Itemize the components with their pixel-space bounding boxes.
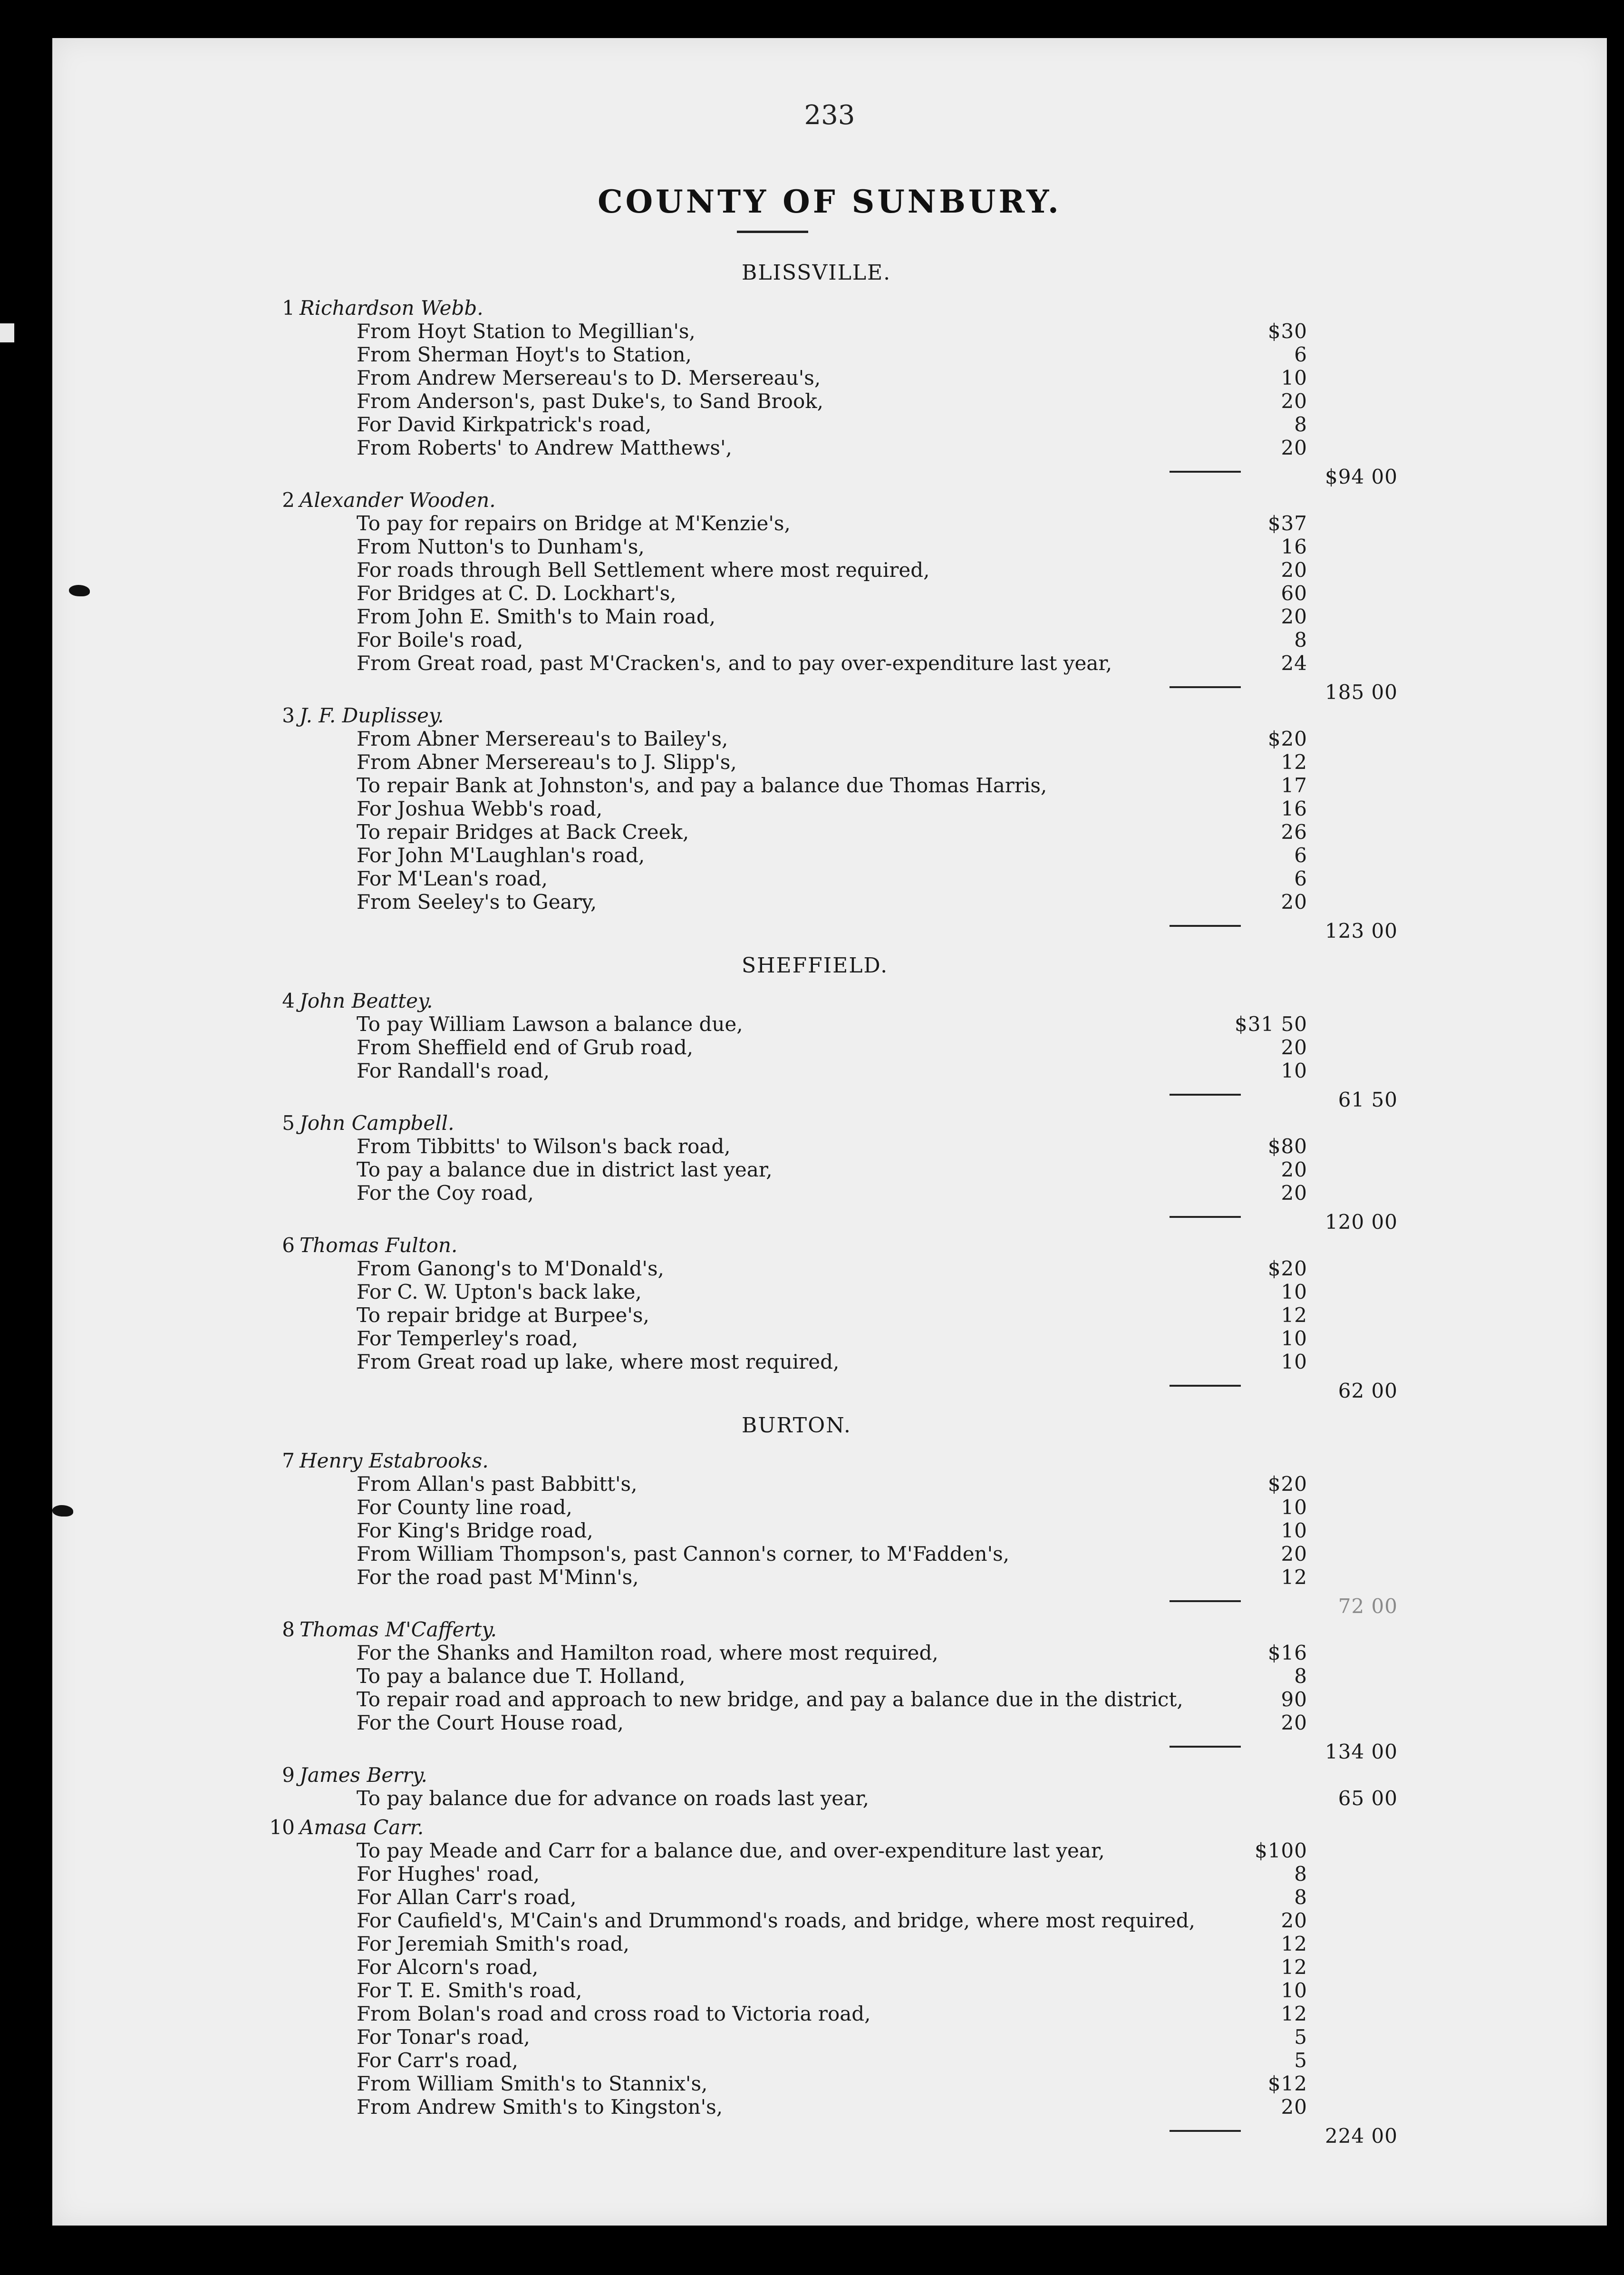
item-description: For C. W. Upton's back lake, [357, 1280, 642, 1303]
road-entry [238, 1618, 1398, 1763]
commissioner-name: Thomas Fulton. [300, 1234, 458, 1257]
line-item [238, 582, 1398, 605]
commissioner-name: John Beattey. [300, 989, 433, 1012]
line-item [238, 2025, 1398, 2049]
item-description: From Bolan's road and cross road to Victoria road, [357, 2002, 871, 2025]
page-number: 233 [804, 100, 855, 131]
line-item [238, 1327, 1398, 1350]
commissioner-name: J. F. Duplissey. [300, 704, 444, 727]
line-item [238, 1955, 1398, 1979]
item-description: To pay a balance due in district last year, [357, 1158, 773, 1181]
line-item [238, 651, 1398, 675]
entry-head [238, 704, 1398, 727]
entry-number: 2 [282, 488, 295, 512]
total-row [238, 914, 1398, 943]
item-amount: 17 [1281, 774, 1307, 797]
total-rule [1170, 1094, 1241, 1096]
total-rule [1170, 2130, 1241, 2132]
entry-head [238, 1816, 1398, 1839]
item-amount: 8 [1294, 1886, 1307, 1909]
entry-head [238, 1618, 1398, 1641]
entry-number: 4 [282, 989, 295, 1012]
item-amount: 16 [1281, 797, 1307, 820]
total-row [238, 675, 1398, 704]
item-amount: 10 [1281, 1979, 1307, 2002]
item-amount: $80 [1267, 1135, 1307, 1158]
line-item [238, 1787, 1398, 1810]
ink-blot [69, 585, 90, 596]
entry-number: 8 [282, 1618, 295, 1641]
item-amount: 10 [1281, 1519, 1307, 1542]
entry-total: 123 00 [1325, 919, 1398, 943]
entry-number: 6 [282, 1234, 295, 1257]
item-amount: 10 [1281, 1280, 1307, 1303]
road-entry [238, 704, 1398, 943]
line-item [238, 844, 1398, 867]
item-description: For Randall's road, [357, 1059, 550, 1082]
item-amount: 8 [1294, 1664, 1307, 1688]
line-item [238, 1641, 1398, 1664]
item-description: From Sherman Hoyt's to Station, [357, 343, 692, 366]
commissioner-name: Thomas M'Cafferty. [300, 1618, 497, 1641]
item-amount: 10 [1281, 1327, 1307, 1350]
entry-total: 62 00 [1338, 1379, 1398, 1402]
item-description: To pay balance due for advance on roads last year, [357, 1787, 870, 1810]
entry-head [238, 1449, 1398, 1472]
item-amount: 20 [1281, 558, 1307, 582]
item-description: From Allan's past Babbitt's, [357, 1472, 638, 1496]
total-rule [1170, 471, 1241, 473]
line-item [238, 366, 1398, 389]
total-row [238, 459, 1398, 488]
item-amount: 20 [1281, 1181, 1307, 1205]
item-description: From Andrew Mersereau's to D. Mersereau's, [357, 366, 821, 389]
item-description: From William Smith's to Stannix's, [357, 2072, 708, 2095]
item-description: For David Kirkpatrick's road, [357, 413, 652, 436]
entry-head [238, 989, 1398, 1012]
item-description: From Great road, past M'Cracken's, and to pay over-expenditure last year, [357, 651, 1112, 675]
line-item [238, 1257, 1398, 1280]
entry-total: 65 00 [1338, 1787, 1398, 1810]
line-item [238, 1012, 1398, 1036]
item-description: For roads through Bell Settlement where most required, [357, 558, 930, 582]
line-item [238, 1711, 1398, 1734]
item-description: For M'Lean's road, [357, 867, 548, 890]
road-entry [238, 1111, 1398, 1234]
line-item [238, 1350, 1398, 1373]
item-description: For Joshua Webb's road, [357, 797, 603, 820]
item-description: To pay Meade and Carr for a balance due, and over-expenditure last year, [357, 1839, 1105, 1862]
item-amount: 12 [1281, 1932, 1307, 1955]
item-amount: 8 [1294, 1862, 1307, 1886]
item-amount: 24 [1281, 651, 1307, 675]
item-amount: 10 [1281, 1059, 1307, 1082]
entry-number: 1 [282, 296, 295, 320]
entry-number: 10 [269, 1816, 295, 1839]
line-item [238, 605, 1398, 628]
line-item [238, 413, 1398, 436]
line-item [238, 535, 1398, 558]
entry-total: 72 00 [1338, 1594, 1398, 1618]
item-description: For John M'Laughlan's road, [357, 844, 645, 867]
item-description: For County line road, [357, 1496, 572, 1519]
item-description: For the Court House road, [357, 1711, 624, 1734]
item-description: From Anderson's, past Duke's, to Sand Brook, [357, 389, 824, 413]
item-description: For Caufield's, M'Cain's and Drummond's roads, and bridge, where most required, [357, 1909, 1195, 1932]
line-item [238, 1280, 1398, 1303]
line-item [238, 1886, 1398, 1909]
line-item [238, 1519, 1398, 1542]
commissioner-name: Richardson Webb. [300, 296, 483, 320]
entry-number: 7 [282, 1449, 295, 1472]
item-description: From Nutton's to Dunham's, [357, 535, 645, 558]
total-rule [1170, 925, 1241, 927]
item-amount: 20 [1281, 1542, 1307, 1565]
title-rule [737, 231, 808, 233]
commissioner-name: John Campbell. [300, 1111, 454, 1135]
entry-head [238, 1111, 1398, 1135]
line-item [238, 1862, 1398, 1886]
total-row [238, 1205, 1398, 1234]
line-item [238, 890, 1398, 914]
line-item [238, 727, 1398, 750]
item-amount: 20 [1281, 389, 1307, 413]
item-amount: 5 [1294, 2049, 1307, 2072]
entry-number: 5 [282, 1111, 295, 1135]
item-description: From Abner Mersereau's to J. Slipp's, [357, 750, 737, 774]
item-amount: 6 [1294, 844, 1307, 867]
entry-head [238, 1234, 1398, 1257]
entry-total: 120 00 [1325, 1210, 1398, 1234]
item-amount: $20 [1267, 1472, 1307, 1496]
document-page [52, 38, 1607, 2226]
line-item [238, 1565, 1398, 1589]
item-amount: 12 [1281, 2002, 1307, 2025]
item-description: For Temperley's road, [357, 1327, 578, 1350]
road-entry [238, 1763, 1398, 1810]
total-row [238, 2119, 1398, 2148]
entry-head [238, 1763, 1398, 1787]
item-amount: 16 [1281, 535, 1307, 558]
item-description: From Abner Mersereau's to Bailey's, [357, 727, 728, 750]
item-description: From Tibbitts' to Wilson's back road, [357, 1135, 731, 1158]
line-item [238, 867, 1398, 890]
item-description: For the Coy road, [357, 1181, 534, 1205]
ink-blot [52, 1505, 73, 1517]
line-item [238, 512, 1398, 535]
road-entry [238, 1449, 1398, 1618]
district-heading: BLISSVILLE. [742, 261, 891, 285]
item-amount: 20 [1281, 1909, 1307, 1932]
item-amount: 20 [1281, 2095, 1307, 2119]
item-amount: 8 [1294, 413, 1307, 436]
item-amount: 20 [1281, 605, 1307, 628]
line-item [238, 320, 1398, 343]
item-amount: $100 [1255, 1839, 1307, 1862]
item-amount: 90 [1281, 1688, 1307, 1711]
item-amount: 20 [1281, 1711, 1307, 1734]
line-item [238, 2095, 1398, 2119]
item-amount: $30 [1267, 320, 1307, 343]
line-item [238, 1542, 1398, 1565]
item-description: To repair Bank at Johnston's, and pay a balance due Thomas Harris, [357, 774, 1047, 797]
item-amount: 6 [1294, 343, 1307, 366]
road-entry [238, 296, 1398, 488]
item-description: From Roberts' to Andrew Matthews', [357, 436, 732, 459]
item-amount: $31 50 [1235, 1012, 1307, 1036]
item-description: For Tonar's road, [357, 2025, 530, 2049]
entry-total: $94 00 [1325, 465, 1398, 488]
item-description: For Jeremiah Smith's road, [357, 1932, 629, 1955]
item-description: To repair Bridges at Back Creek, [357, 820, 689, 844]
line-item [238, 1181, 1398, 1205]
total-row [238, 1082, 1398, 1111]
item-amount: 12 [1281, 1955, 1307, 1979]
item-amount: $20 [1267, 1257, 1307, 1280]
entry-head [238, 488, 1398, 512]
appropriations-list [238, 250, 1398, 2148]
item-amount: $16 [1267, 1641, 1307, 1664]
item-description: From John E. Smith's to Main road, [357, 605, 716, 628]
item-amount: 10 [1281, 1496, 1307, 1519]
line-item [238, 628, 1398, 651]
item-amount: 20 [1281, 1158, 1307, 1181]
line-item [238, 1036, 1398, 1059]
item-amount: $20 [1267, 727, 1307, 750]
total-rule [1170, 686, 1241, 688]
item-description: For Alcorn's road, [357, 1955, 539, 1979]
total-row [238, 1589, 1398, 1618]
entry-total: 224 00 [1325, 2124, 1398, 2148]
total-rule [1170, 1600, 1241, 1602]
item-amount: 26 [1281, 820, 1307, 844]
item-description: From Ganong's to M'Donald's, [357, 1257, 664, 1280]
line-item [238, 343, 1398, 366]
item-description: From Seeley's to Geary, [357, 890, 597, 914]
line-item [238, 1303, 1398, 1327]
entry-total: 61 50 [1338, 1088, 1398, 1111]
item-description: From Andrew Smith's to Kingston's, [357, 2095, 723, 2119]
road-entry [238, 1816, 1398, 2148]
line-item [238, 1664, 1398, 1688]
item-description: From Hoyt Station to Megillian's, [357, 320, 696, 343]
item-description: For the Shanks and Hamilton road, where most required, [357, 1641, 938, 1664]
item-amount: 60 [1281, 582, 1307, 605]
scan-border-tab [0, 323, 14, 342]
item-amount: 12 [1281, 1565, 1307, 1589]
item-description: For King's Bridge road, [357, 1519, 593, 1542]
item-description: For Bridges at C. D. Lockhart's, [357, 582, 677, 605]
commissioner-name: Henry Estabrooks. [300, 1449, 489, 1472]
item-description: To pay a balance due T. Holland, [357, 1664, 686, 1688]
district-heading: BURTON. [742, 1413, 851, 1438]
line-item [238, 1059, 1398, 1082]
total-rule [1170, 1216, 1241, 1218]
line-item [238, 774, 1398, 797]
total-row [238, 1734, 1398, 1763]
line-item [238, 1688, 1398, 1711]
item-description: For the road past M'Minn's, [357, 1565, 639, 1589]
commissioner-name: James Berry. [300, 1763, 427, 1787]
item-description: For T. E. Smith's road, [357, 1979, 582, 2002]
commissioner-name: Amasa Carr. [300, 1816, 424, 1839]
item-amount: $37 [1267, 512, 1307, 535]
item-amount: 20 [1281, 436, 1307, 459]
line-item [238, 1135, 1398, 1158]
line-item [238, 750, 1398, 774]
item-amount: 10 [1281, 366, 1307, 389]
line-item [238, 2049, 1398, 2072]
item-description: To repair bridge at Burpee's, [357, 1303, 649, 1327]
item-amount: 20 [1281, 890, 1307, 914]
item-description: From Sheffield end of Grub road, [357, 1036, 694, 1059]
line-item [238, 1158, 1398, 1181]
entry-head [238, 296, 1398, 320]
line-item [238, 1839, 1398, 1862]
line-item [238, 820, 1398, 844]
line-item [238, 1909, 1398, 1932]
item-amount: 12 [1281, 750, 1307, 774]
line-item [238, 436, 1398, 459]
road-entry [238, 1234, 1398, 1402]
line-item [238, 1932, 1398, 1955]
item-amount: 12 [1281, 1303, 1307, 1327]
entry-total: 185 00 [1325, 681, 1398, 704]
commissioner-name: Alexander Wooden. [300, 488, 496, 512]
line-item [238, 1472, 1398, 1496]
item-description: From William Thompson's, past Cannon's corner, to M'Fadden's, [357, 1542, 1010, 1565]
road-entry [238, 989, 1398, 1111]
line-item [238, 389, 1398, 413]
item-description: For Hughes' road, [357, 1862, 540, 1886]
line-item [238, 2072, 1398, 2095]
item-description: For Allan Carr's road, [357, 1886, 577, 1909]
item-description: From Great road up lake, where most required, [357, 1350, 840, 1373]
entry-total: 134 00 [1325, 1740, 1398, 1763]
item-amount: 8 [1294, 628, 1307, 651]
entry-number: 3 [282, 704, 295, 727]
total-rule [1170, 1385, 1241, 1387]
district-heading: SHEFFIELD. [742, 953, 889, 978]
entry-number: 9 [282, 1763, 295, 1787]
line-item [238, 1496, 1398, 1519]
item-description: To repair road and approach to new bridge, and pay a balance due in the district, [357, 1688, 1183, 1711]
road-entry [238, 488, 1398, 704]
item-description: To pay for repairs on Bridge at M'Kenzie's, [357, 512, 791, 535]
item-description: For Carr's road, [357, 2049, 518, 2072]
item-amount: 5 [1294, 2025, 1307, 2049]
item-amount: 6 [1294, 867, 1307, 890]
item-description: To pay William Lawson a balance due, [357, 1012, 743, 1036]
line-item [238, 1979, 1398, 2002]
line-item [238, 797, 1398, 820]
item-amount: $12 [1267, 2072, 1307, 2095]
item-amount: 20 [1281, 1036, 1307, 1059]
line-item [238, 2002, 1398, 2025]
item-description: For Boile's road, [357, 628, 523, 651]
total-row [238, 1373, 1398, 1402]
item-amount: 10 [1281, 1350, 1307, 1373]
line-item [238, 558, 1398, 582]
county-title: COUNTY OF SUNBURY. [598, 183, 1062, 220]
total-rule [1170, 1746, 1241, 1748]
